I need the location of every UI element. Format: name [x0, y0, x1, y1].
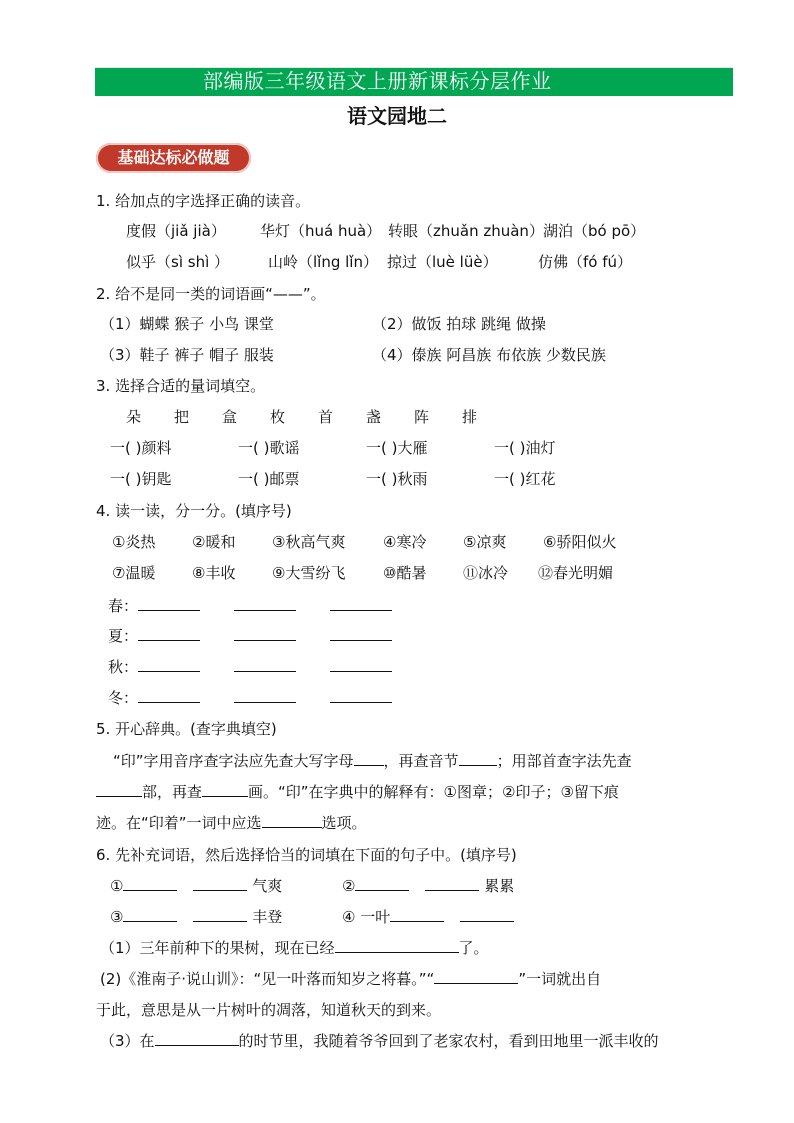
q4-word: ④寒冷	[383, 533, 427, 551]
q6-text: 的时节里，我随着爷爷回到了老家农村，看到田地里一派丰收的	[238, 1032, 659, 1050]
answer-blank[interactable]	[460, 907, 514, 922]
season-label: 春：	[108, 597, 139, 615]
answer-blank[interactable]	[425, 876, 479, 891]
q4-word: ⑫春光明媚	[538, 564, 614, 582]
q1-item: 度假（jiǎ jià）	[126, 222, 226, 240]
q6-text: 气爽	[252, 877, 283, 895]
q5-text: 画。“印”在字典中的解释有：①图章；②印子；③留下痕	[248, 783, 619, 801]
q1-item: 掠过（luè lüè）	[387, 253, 498, 271]
q6-num: ①	[110, 877, 124, 895]
answer-blank[interactable]	[234, 626, 296, 641]
banner-title: 部编版三年级语文上册新课标分层作业	[203, 69, 552, 93]
answer-blank[interactable]	[330, 596, 392, 611]
q2-prompt: 2. 给不是同一类的词语画“——”。	[96, 285, 326, 303]
q5-line	[96, 782, 619, 802]
q4-word: ①炎热	[112, 533, 156, 551]
page-title: 语文园地二	[347, 104, 447, 128]
q6-sentence	[100, 969, 601, 989]
q6-num: ③	[110, 908, 124, 926]
season-label: 夏：	[108, 627, 139, 645]
q4-word: ⑤凉爽	[463, 533, 507, 551]
answer-blank[interactable]	[155, 1031, 239, 1046]
season-row	[108, 657, 392, 677]
answer-blank[interactable]	[234, 596, 296, 611]
q4-word: ③秋高气爽	[272, 533, 346, 551]
answer-blank[interactable]	[330, 657, 392, 672]
answer-blank[interactable]	[330, 688, 392, 703]
answer-blank[interactable]	[234, 688, 296, 703]
answer-blank[interactable]	[202, 782, 248, 797]
q5-text: ，再查音节	[383, 752, 459, 770]
answer-blank[interactable]	[138, 688, 200, 703]
season-row	[108, 596, 392, 616]
q6-num: ④ 一叶	[342, 908, 391, 926]
answer-blank[interactable]	[355, 876, 409, 891]
q3-blank: 一( )钥匙	[110, 470, 172, 488]
q6-text: ”一词就出自	[518, 970, 602, 988]
q6-word	[342, 876, 514, 896]
q1-item: 仿佛（fó fú）	[538, 253, 633, 271]
q3-word: 朵	[126, 408, 142, 426]
q3-blank: 一( )颜料	[110, 439, 172, 457]
answer-blank[interactable]	[138, 596, 200, 611]
q2-item: （3）鞋子 裤子 帽子 服装	[100, 346, 274, 364]
q6-word	[110, 876, 282, 896]
q3-word: 首	[318, 408, 334, 426]
q3-blank: 一( )秋雨	[366, 470, 428, 488]
answer-blank[interactable]	[234, 657, 296, 672]
q4-prompt: 4. 读一读，分一分。(填序号)	[96, 502, 292, 520]
q6-sentence: 于此，意思是从一片树叶的凋落，知道秋天的到来。	[96, 1001, 442, 1019]
q4-word: ⑨大雪纷飞	[272, 564, 346, 582]
q6-num: ②	[342, 877, 356, 895]
q2-item: （1）蝴蝶 猴子 小鸟 课堂	[100, 315, 274, 333]
section-badge	[96, 143, 251, 173]
q5-text: “印”字用音序查字法应先查大写字母	[113, 752, 354, 770]
answer-blank[interactable]	[96, 782, 142, 797]
q6-text: 了。	[458, 939, 489, 957]
answer-blank[interactable]	[390, 907, 444, 922]
q6-text: （1）三年前种下的果树，现在已经	[100, 939, 335, 957]
q1-item: 湖泊（bó pō）	[543, 222, 646, 240]
q4-word: ⑥骄阳似火	[543, 533, 617, 551]
answer-blank[interactable]	[354, 751, 384, 766]
q3-word: 把	[174, 408, 190, 426]
q4-word: ⑩酷暑	[383, 564, 427, 582]
q5-prompt: 5. 开心辞典。(查字典填空)	[96, 720, 277, 738]
q3-blank: 一( )油灯	[494, 439, 556, 457]
q3-blank: 一( )邮票	[238, 470, 300, 488]
answer-blank[interactable]	[138, 657, 200, 672]
q5-text: ；用部首查字法先查	[496, 752, 632, 770]
q4-word: ②暖和	[192, 533, 236, 551]
q3-prompt: 3. 选择合适的量词填空。	[96, 377, 266, 395]
q3-blank: 一( )大雁	[366, 439, 428, 457]
q6-sentence	[100, 938, 489, 958]
q1-prompt: 1. 给加点的字选择正确的读音。	[96, 192, 311, 210]
answer-blank[interactable]	[193, 907, 247, 922]
answer-blank[interactable]	[262, 813, 322, 828]
season-label: 冬：	[108, 689, 139, 707]
q4-word: ⑧丰收	[192, 564, 236, 582]
q6-text: 丰登	[252, 908, 283, 926]
season-row	[108, 626, 392, 646]
q5-line	[96, 813, 367, 833]
q5-line	[113, 751, 632, 771]
answer-blank[interactable]	[138, 626, 200, 641]
q6-text: （3）在	[100, 1032, 155, 1050]
q6-text: (2)《淮南子·说山训》：“见一叶落而知岁之将暮。”“	[100, 970, 435, 988]
q6-prompt: 6. 先补充词语，然后选择恰当的词填在下面的句子中。(填序号)	[96, 846, 517, 864]
q5-text: 部，再查	[142, 783, 203, 801]
q1-item: 转眼（zhuǎn zhuàn）	[388, 222, 544, 240]
answer-blank[interactable]	[123, 876, 177, 891]
q6-word	[110, 907, 282, 927]
q3-word: 阵	[414, 408, 430, 426]
q4-word: ⑪冰冷	[463, 564, 509, 582]
section-badge-label: 基础达标必做题	[117, 148, 230, 167]
q3-word: 盒	[222, 408, 238, 426]
q3-word: 盏	[366, 408, 382, 426]
q3-blank: 一( )歌谣	[238, 439, 300, 457]
q1-item: 华灯（huá huà）	[260, 222, 382, 240]
q3-word: 枚	[270, 408, 286, 426]
q6-text: 累累	[484, 877, 515, 895]
answer-blank[interactable]	[330, 626, 392, 641]
q6-word	[342, 907, 514, 927]
q4-word: ⑦温暖	[112, 564, 156, 582]
q5-text: 选项。	[321, 814, 367, 832]
q5-text: 迹。在“印着”一词中应选	[96, 814, 262, 832]
answer-blank[interactable]	[123, 907, 177, 922]
q1-item: 似乎（sì shì ）	[126, 253, 230, 271]
q3-word: 排	[462, 408, 478, 426]
answer-blank[interactable]	[335, 938, 459, 953]
q2-item: （2）做饭 拍球 跳绳 做操	[372, 315, 546, 333]
q1-item: 山岭（lǐng lǐn）	[268, 253, 378, 271]
q6-sentence	[100, 1031, 659, 1051]
q2-item: （4）傣族 阿昌族 布依族 少数民族	[372, 346, 606, 364]
q3-blank: 一( )红花	[494, 470, 556, 488]
answer-blank[interactable]	[434, 969, 518, 984]
answer-blank[interactable]	[459, 751, 497, 766]
answer-blank[interactable]	[193, 876, 247, 891]
season-label: 秋：	[108, 658, 139, 676]
season-row	[108, 688, 392, 708]
